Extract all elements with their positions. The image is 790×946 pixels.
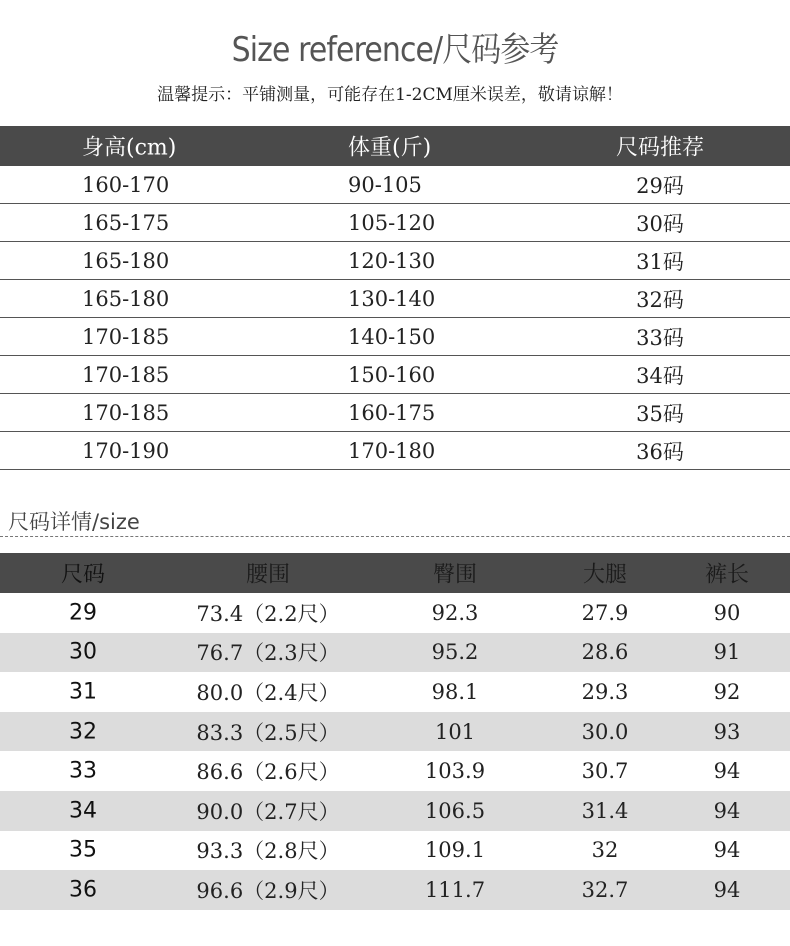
size-cell: 35码 — [636, 401, 684, 426]
hip-cell: 111.7 — [424, 877, 486, 902]
waist-cell: 73.4（2.2尺） — [196, 601, 340, 626]
waist-cell: 83.3（2.5尺） — [196, 720, 340, 745]
table-row — [0, 831, 790, 871]
weight-cell: 140-150 — [348, 324, 436, 349]
height-cell: 165-180 — [82, 286, 170, 311]
size-cell: 32码 — [636, 287, 684, 312]
header-length: 裤长 — [704, 562, 750, 588]
height-cell: 170-190 — [82, 438, 170, 463]
reference-table-body — [0, 166, 790, 470]
hip-cell: 101 — [434, 719, 476, 744]
thigh-cell: 29.3 — [581, 679, 629, 704]
length-cell: 92 — [713, 679, 741, 704]
header-size: 尺码 — [60, 562, 106, 588]
weight-cell: 120-130 — [348, 248, 436, 273]
reference-table-header — [0, 126, 790, 166]
thigh-cell: 31.4 — [581, 798, 629, 823]
waist-cell: 93.3（2.8尺） — [196, 839, 340, 864]
waist-cell: 76.7（2.3尺） — [196, 641, 340, 666]
length-cell: 94 — [713, 798, 741, 823]
height-cell: 165-175 — [82, 210, 170, 235]
measurement-note: 温馨提示：平铺测量，可能存在1-2CM厘米误差，敬请谅解！ — [157, 85, 623, 105]
table-row — [0, 356, 790, 394]
length-cell: 93 — [713, 719, 741, 744]
height-cell: 165-180 — [82, 248, 170, 273]
hip-cell: 95.2 — [431, 640, 479, 665]
size-cell: 30 — [69, 639, 97, 665]
table-row — [0, 204, 790, 242]
height-cell: 170-185 — [82, 362, 170, 387]
hip-cell: 98.1 — [431, 679, 479, 704]
size-cell: 33 — [69, 758, 97, 784]
size-cell: 31 — [69, 679, 97, 705]
thigh-cell: 32.7 — [581, 877, 629, 902]
height-cell: 170-185 — [82, 324, 170, 349]
weight-cell: 150-160 — [348, 362, 436, 387]
table-row — [0, 318, 790, 356]
waist-cell: 86.6（2.6尺） — [196, 760, 340, 785]
thigh-cell: 27.9 — [581, 600, 629, 625]
details-table-body — [0, 593, 790, 910]
hip-cell: 109.1 — [424, 838, 486, 863]
header-hip: 臀围 — [432, 562, 478, 588]
size-cell: 34码 — [636, 363, 684, 388]
hip-cell: 103.9 — [424, 759, 486, 784]
length-cell: 94 — [713, 877, 741, 902]
weight-cell: 105-120 — [348, 210, 436, 235]
length-cell: 91 — [713, 640, 741, 665]
size-cell: 32 — [69, 719, 97, 745]
dashed-divider — [0, 536, 790, 537]
size-cell: 29码 — [636, 173, 684, 198]
length-cell: 90 — [713, 600, 741, 625]
table-row — [0, 280, 790, 318]
details-section-title: 尺码详情/size — [8, 510, 140, 534]
height-cell: 170-185 — [82, 400, 170, 425]
table-row — [0, 870, 790, 910]
waist-cell: 90.0（2.7尺） — [196, 799, 340, 824]
weight-cell: 160-175 — [348, 400, 436, 425]
waist-cell: 80.0（2.4尺） — [196, 680, 340, 705]
table-row — [0, 751, 790, 791]
length-cell: 94 — [713, 759, 741, 784]
table-row — [0, 593, 790, 633]
size-cell: 34 — [69, 798, 97, 824]
header-weight: 体重(斤) — [348, 135, 432, 161]
header-height: 身高(cm) — [82, 135, 177, 161]
thigh-cell: 32 — [591, 838, 619, 863]
header-thigh: 大腿 — [582, 562, 628, 588]
size-cell: 36码 — [636, 439, 684, 464]
size-cell: 36 — [69, 877, 97, 903]
details-table-header — [0, 553, 790, 593]
page-title: Size reference/尺码参考 — [231, 30, 559, 70]
size-cell: 35 — [69, 837, 97, 863]
table-row — [0, 791, 790, 831]
height-cell: 160-170 — [82, 172, 170, 197]
size-cell: 30码 — [636, 211, 684, 236]
table-row — [0, 242, 790, 280]
table-row — [0, 633, 790, 673]
waist-cell: 96.6（2.9尺） — [196, 878, 340, 903]
table-row — [0, 166, 790, 204]
length-cell: 94 — [713, 838, 741, 863]
weight-cell: 130-140 — [348, 286, 436, 311]
thigh-cell: 30.7 — [581, 759, 629, 784]
size-cell: 31码 — [636, 249, 684, 274]
table-row — [0, 394, 790, 432]
table-row — [0, 672, 790, 712]
thigh-cell: 30.0 — [581, 719, 629, 744]
header-recommended-size: 尺码推荐 — [615, 135, 705, 161]
size-cell: 33码 — [636, 325, 684, 350]
header-waist: 腰围 — [245, 562, 291, 588]
weight-cell: 170-180 — [348, 438, 436, 463]
size-cell: 29 — [69, 600, 97, 626]
table-row — [0, 432, 790, 470]
weight-cell: 90-105 — [348, 172, 422, 197]
table-row — [0, 712, 790, 752]
hip-cell: 92.3 — [431, 600, 479, 625]
thigh-cell: 28.6 — [581, 640, 629, 665]
hip-cell: 106.5 — [424, 798, 486, 823]
